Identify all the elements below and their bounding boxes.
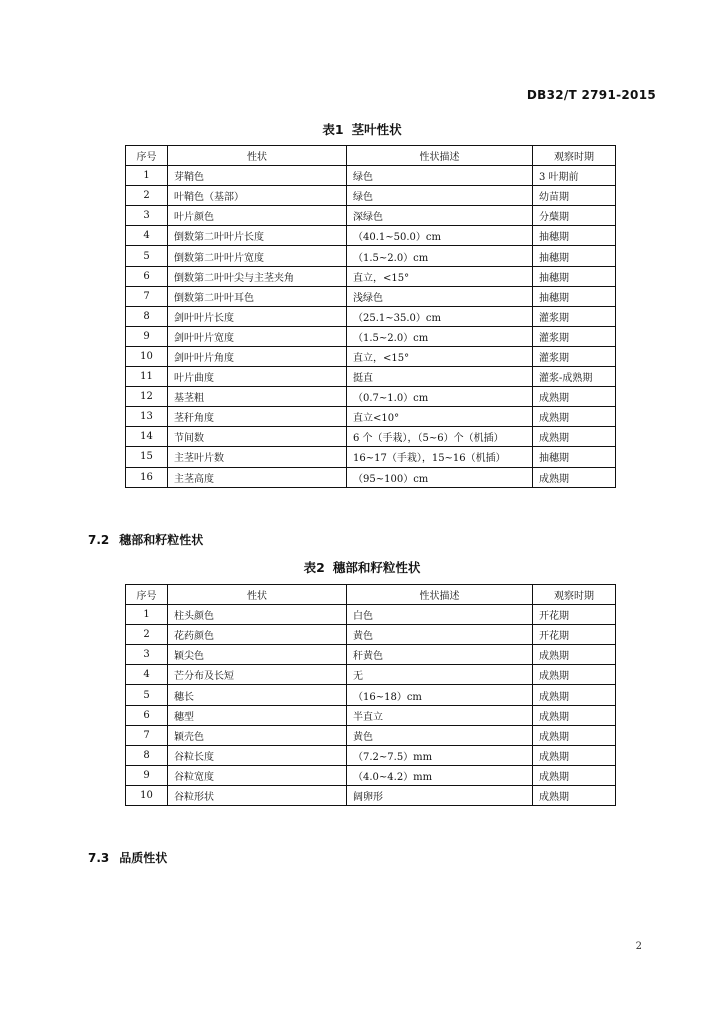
cell-no: 3 (126, 645, 168, 665)
cell-period: 成熟期 (533, 427, 616, 447)
cell-period: 成熟期 (533, 407, 616, 427)
table1-number: 表1 (322, 122, 344, 137)
cell-description: 直立<10° (347, 407, 533, 427)
document-code: DB32/T 2791-2015 (526, 88, 656, 102)
cell-trait: 颖尖色 (168, 645, 347, 665)
cell-no: 7 (126, 725, 168, 745)
table-row (126, 407, 616, 427)
cell-period: 成熟期 (533, 685, 616, 705)
cell-no: 2 (126, 625, 168, 645)
table-row (126, 467, 616, 487)
table-row (126, 785, 616, 805)
cell-no: 14 (126, 427, 168, 447)
table-row (126, 166, 616, 186)
cell-description: 无 (347, 665, 533, 685)
table2-header-description: 性状描述 (347, 585, 533, 605)
cell-description: 16~17（手栽），15~16（机插） (347, 447, 533, 467)
table-row (126, 326, 616, 346)
cell-description: （40.1~50.0）cm (347, 226, 533, 246)
table1-header-period: 观察时期 (533, 146, 616, 166)
cell-no: 6 (126, 705, 168, 725)
table2-body (126, 605, 616, 806)
cell-description: （95~100）cm (347, 467, 533, 487)
table-row (126, 685, 616, 705)
table-row (126, 765, 616, 785)
cell-period: 成熟期 (533, 765, 616, 785)
table1-header-description: 性状描述 (347, 146, 533, 166)
cell-no: 9 (126, 326, 168, 346)
cell-trait: 叶鞘色（基部） (168, 186, 347, 206)
cell-period: 成熟期 (533, 665, 616, 685)
cell-description: 绿色 (347, 186, 533, 206)
cell-no: 10 (126, 785, 168, 805)
cell-trait: 柱头颜色 (168, 605, 347, 625)
cell-description: 黄色 (347, 725, 533, 745)
cell-description: 白色 (347, 605, 533, 625)
cell-trait: 主茎叶片数 (168, 447, 347, 467)
cell-trait: 芒分布及长短 (168, 665, 347, 685)
section-7-2-number: 7.2 (88, 533, 110, 547)
table2-header-no: 序号 (126, 585, 168, 605)
cell-description: 半直立 (347, 705, 533, 725)
cell-description: 深绿色 (347, 206, 533, 226)
cell-description: 秆黄色 (347, 645, 533, 665)
table1-caption (0, 120, 724, 138)
cell-period: 成熟期 (533, 745, 616, 765)
cell-trait: 倒数第二叶叶尖与主茎夹角 (168, 266, 347, 286)
cell-description: 6 个（手栽），（5~6）个（机插） (347, 427, 533, 447)
cell-period: 成熟期 (533, 645, 616, 665)
cell-no: 3 (126, 206, 168, 226)
cell-description: （1.5~2.0）cm (347, 246, 533, 266)
cell-no: 16 (126, 467, 168, 487)
cell-trait: 倒数第二叶叶耳色 (168, 286, 347, 306)
table1 (125, 145, 616, 488)
table2 (125, 584, 616, 806)
table-row (126, 266, 616, 286)
cell-trait: 穗长 (168, 685, 347, 705)
cell-description: 浅绿色 (347, 286, 533, 306)
cell-period: 开花期 (533, 605, 616, 625)
cell-description: 挺直 (347, 367, 533, 387)
cell-period: 灌浆-成熟期 (533, 367, 616, 387)
table1-header-row (126, 146, 616, 166)
cell-period: 3 叶期前 (533, 166, 616, 186)
cell-no: 8 (126, 745, 168, 765)
cell-no: 13 (126, 407, 168, 427)
table2-title: 穗部和籽粒性状 (332, 560, 421, 575)
cell-no: 12 (126, 387, 168, 407)
cell-trait: 谷粒形状 (168, 785, 347, 805)
table1-header-no: 序号 (126, 146, 168, 166)
table-row (126, 705, 616, 725)
table-row (126, 286, 616, 306)
cell-period: 分蘖期 (533, 206, 616, 226)
cell-period: 抽穗期 (533, 447, 616, 467)
table-row (126, 387, 616, 407)
table-row (126, 447, 616, 467)
cell-trait: 穗型 (168, 705, 347, 725)
cell-no: 6 (126, 266, 168, 286)
cell-description: 阔卵形 (347, 785, 533, 805)
cell-trait: 颖壳色 (168, 725, 347, 745)
cell-no: 8 (126, 306, 168, 326)
cell-no: 1 (126, 166, 168, 186)
cell-no: 2 (126, 186, 168, 206)
cell-trait: 叶片颜色 (168, 206, 347, 226)
cell-no: 5 (126, 246, 168, 266)
cell-no: 7 (126, 286, 168, 306)
table-row (126, 665, 616, 685)
table-row (126, 625, 616, 645)
cell-period: 抽穗期 (533, 286, 616, 306)
table1-header-trait: 性状 (168, 146, 347, 166)
section-7-3-number: 7.3 (88, 851, 110, 865)
table1-title: 茎叶性状 (351, 122, 402, 137)
cell-description: （16~18）cm (347, 685, 533, 705)
cell-period: 幼苗期 (533, 186, 616, 206)
table-row (126, 206, 616, 226)
table2-number: 表2 (303, 560, 325, 575)
table2-header-trait: 性状 (168, 585, 347, 605)
cell-trait: 倒数第二叶叶片宽度 (168, 246, 347, 266)
table-row (126, 226, 616, 246)
cell-no: 15 (126, 447, 168, 467)
cell-period: 开花期 (533, 625, 616, 645)
cell-description: （7.2~7.5）mm (347, 745, 533, 765)
table-row (126, 306, 616, 326)
table1-body (126, 166, 616, 488)
section-7-2-heading (88, 531, 203, 548)
table-row (126, 186, 616, 206)
cell-period: 成熟期 (533, 705, 616, 725)
cell-no: 5 (126, 685, 168, 705)
cell-no: 1 (126, 605, 168, 625)
section-7-3-title: 品质性状 (119, 851, 168, 865)
cell-period: 灌浆期 (533, 306, 616, 326)
cell-period: 抽穗期 (533, 266, 616, 286)
cell-period: 抽穗期 (533, 226, 616, 246)
cell-no: 4 (126, 226, 168, 246)
cell-description: 直立，<15° (347, 346, 533, 366)
table-row (126, 367, 616, 387)
cell-no: 10 (126, 346, 168, 366)
cell-description: （0.7~1.0）cm (347, 387, 533, 407)
cell-description: 黄色 (347, 625, 533, 645)
table-row (126, 645, 616, 665)
cell-trait: 茎秆角度 (168, 407, 347, 427)
section-7-2-title: 穗部和籽粒性状 (119, 533, 204, 547)
cell-trait: 节间数 (168, 427, 347, 447)
cell-trait: 主茎高度 (168, 467, 347, 487)
table2-header-row (126, 585, 616, 605)
cell-description: （1.5~2.0）cm (347, 326, 533, 346)
cell-description: （4.0~4.2）mm (347, 765, 533, 785)
table-row (126, 427, 616, 447)
section-7-3-heading (88, 849, 167, 866)
table-row (126, 745, 616, 765)
cell-period: 成熟期 (533, 387, 616, 407)
cell-description: 绿色 (347, 166, 533, 186)
cell-trait: 倒数第二叶叶片长度 (168, 226, 347, 246)
cell-trait: 基茎粗 (168, 387, 347, 407)
table-row (126, 605, 616, 625)
cell-trait: 剑叶叶片长度 (168, 306, 347, 326)
cell-description: 直立，<15° (347, 266, 533, 286)
cell-no: 11 (126, 367, 168, 387)
cell-trait: 花药颜色 (168, 625, 347, 645)
cell-trait: 谷粒长度 (168, 745, 347, 765)
table-row (126, 346, 616, 366)
page-number: 2 (635, 941, 642, 952)
cell-period: 成熟期 (533, 467, 616, 487)
cell-no: 9 (126, 765, 168, 785)
cell-trait: 剑叶叶片宽度 (168, 326, 347, 346)
cell-period: 抽穗期 (533, 246, 616, 266)
cell-trait: 剑叶叶片角度 (168, 346, 347, 366)
table2-header-period: 观察时期 (533, 585, 616, 605)
cell-period: 灌浆期 (533, 346, 616, 366)
cell-no: 4 (126, 665, 168, 685)
cell-period: 成熟期 (533, 785, 616, 805)
table-row (126, 725, 616, 745)
cell-period: 成熟期 (533, 725, 616, 745)
table2-caption (0, 558, 724, 576)
table-row (126, 246, 616, 266)
cell-trait: 叶片曲度 (168, 367, 347, 387)
cell-period: 灌浆期 (533, 326, 616, 346)
cell-description: （25.1~35.0）cm (347, 306, 533, 326)
cell-trait: 芽鞘色 (168, 166, 347, 186)
cell-trait: 谷粒宽度 (168, 765, 347, 785)
